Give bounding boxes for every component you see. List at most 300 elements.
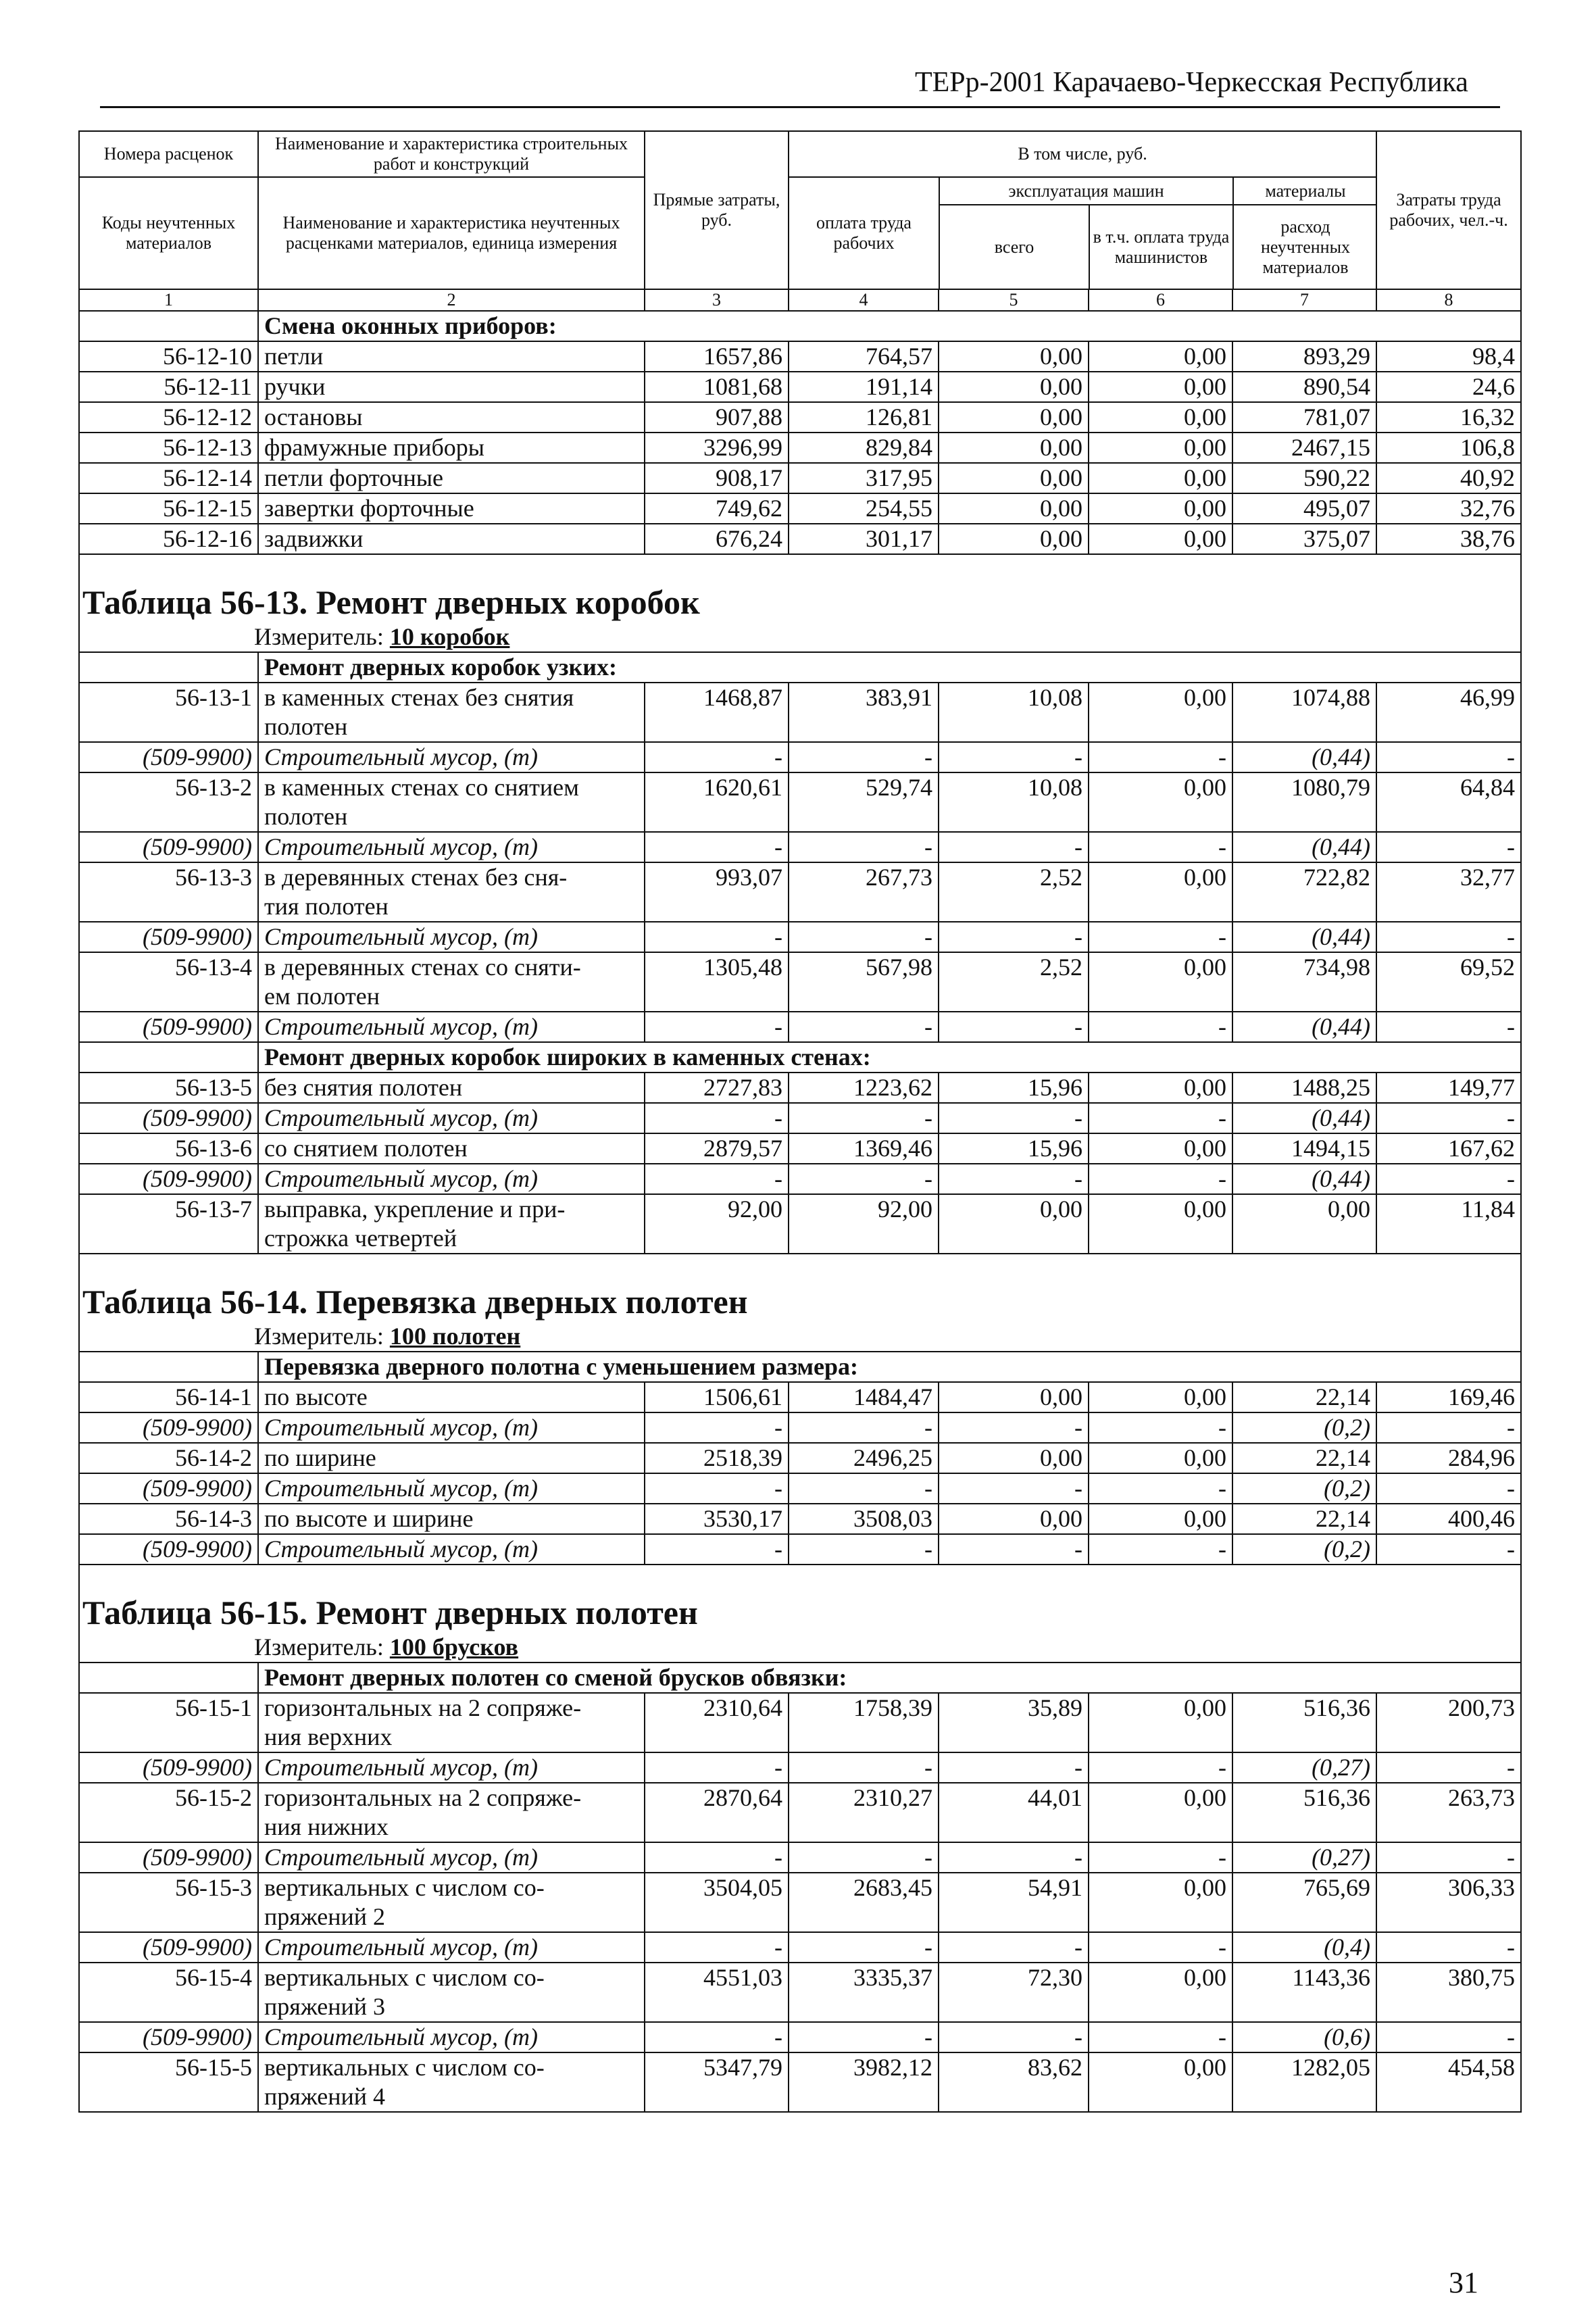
table-title-row: [79, 1254, 1521, 1322]
material-code: (509-9900): [79, 1103, 258, 1133]
material-qty: (0,27): [1232, 1752, 1376, 1783]
table-row: [79, 1504, 1521, 1534]
dash-cell: -: [1089, 1842, 1232, 1873]
dash-cell: -: [1089, 1752, 1232, 1783]
dash-cell: -: [789, 922, 939, 952]
value-cell: 4551,03: [645, 1963, 789, 2022]
section-heading: Смена оконных приборов:: [258, 311, 1521, 341]
value-cell: 1488,25: [1232, 1073, 1376, 1103]
value-cell: 83,62: [939, 2052, 1089, 2112]
empty-cell: [79, 1352, 258, 1382]
table-title: Таблица 56-15. Ремонт дверных полотен: [79, 1565, 1521, 1633]
work-name-line1: вертикальных с числом со-: [264, 1874, 545, 1901]
column-number: 4: [789, 289, 939, 311]
col-head-wages: оплата труда рабочих: [789, 178, 939, 289]
dash-cell: -: [1376, 1842, 1521, 1873]
dash-cell: -: [789, 1534, 939, 1565]
dash-cell: -: [939, 742, 1089, 772]
rate-code: 56-15-4: [79, 1963, 258, 2022]
dash-cell: -: [1089, 1103, 1232, 1133]
header-rule: [100, 106, 1500, 108]
dash-cell: -: [939, 1164, 1089, 1194]
value-cell: 0,00: [1089, 1504, 1232, 1534]
dash-cell: -: [1089, 1412, 1232, 1443]
empty-cell: [79, 1042, 258, 1073]
rate-code: 56-15-1: [79, 1693, 258, 1752]
work-name-line1: горизонтальных на 2 сопряже-: [264, 1694, 582, 1721]
value-cell: 0,00: [1089, 524, 1232, 554]
dash-cell: -: [939, 1752, 1089, 1783]
value-cell: 22,14: [1232, 1443, 1376, 1473]
value-cell: 380,75: [1376, 1963, 1521, 2022]
dash-cell: -: [789, 1103, 939, 1133]
table-row: [79, 1382, 1521, 1412]
value-cell: 1758,39: [789, 1693, 939, 1752]
column-number: 6: [1089, 289, 1232, 311]
material-name: Строительный мусор, (т): [258, 1412, 645, 1443]
dash-cell: -: [939, 1932, 1089, 1963]
material-code: (509-9900): [79, 832, 258, 862]
dash-cell: -: [1376, 1932, 1521, 1963]
value-cell: 2683,45: [789, 1873, 939, 1932]
table-row: [79, 402, 1521, 433]
material-row: [79, 1752, 1521, 1783]
value-cell: 993,07: [645, 862, 789, 922]
dash-cell: -: [1089, 1012, 1232, 1042]
work-name: [258, 1963, 645, 2022]
value-cell: 907,88: [645, 402, 789, 433]
value-cell: 3504,05: [645, 1873, 789, 1932]
value-cell: 0,00: [939, 433, 1089, 463]
value-cell: 44,01: [939, 1783, 1089, 1842]
work-name-line2: пряжений 2: [264, 1903, 385, 1930]
section-heading: Перевязка дверного полотна с уменьшением размера:: [258, 1352, 1521, 1382]
value-cell: 22,14: [1232, 1504, 1376, 1534]
value-cell: 3296,99: [645, 433, 789, 463]
dash-cell: -: [645, 1534, 789, 1565]
value-cell: 0,00: [939, 524, 1089, 554]
rate-code: 56-13-6: [79, 1133, 258, 1164]
page-number: 31: [1449, 2266, 1478, 2299]
value-cell: 1369,46: [789, 1133, 939, 1164]
value-cell: 0,00: [1089, 463, 1232, 493]
value-cell: 0,00: [1089, 372, 1232, 402]
material-name: Строительный мусор, (т): [258, 922, 645, 952]
table-row: [79, 2052, 1521, 2112]
material-name: Строительный мусор, (т): [258, 1012, 645, 1042]
material-name: Строительный мусор, (т): [258, 1103, 645, 1133]
value-cell: 529,74: [789, 772, 939, 832]
col-head-codes-top: Номера расценок: [79, 131, 258, 177]
work-name: [258, 862, 645, 922]
table-row: [79, 1693, 1521, 1752]
dash-cell: -: [1376, 1012, 1521, 1042]
material-row: [79, 832, 1521, 862]
material-qty: (0,44): [1232, 742, 1376, 772]
table-row: [79, 433, 1521, 463]
material-name: Строительный мусор, (т): [258, 1534, 645, 1565]
dash-cell: -: [789, 832, 939, 862]
value-cell: 400,46: [1376, 1504, 1521, 1534]
value-cell: 306,33: [1376, 1873, 1521, 1932]
value-cell: 24,6: [1376, 372, 1521, 402]
col-head-name-top: Наименование и характеристика строительных работ и конструкций: [258, 131, 645, 177]
measure-value: 100 брусков: [389, 1633, 519, 1660]
material-code: (509-9900): [79, 1412, 258, 1443]
col-head-machines: эксплуатация машин: [939, 178, 1233, 205]
material-name: Строительный мусор, (т): [258, 2022, 645, 2052]
table-row: [79, 493, 1521, 524]
value-cell: 0,00: [1089, 493, 1232, 524]
dash-cell: -: [789, 1752, 939, 1783]
dash-cell: -: [645, 1103, 789, 1133]
rate-code: 56-13-4: [79, 952, 258, 1012]
table-row: [79, 1443, 1521, 1473]
value-cell: 46,99: [1376, 683, 1521, 742]
dash-cell: -: [939, 1412, 1089, 1443]
value-cell: 2879,57: [645, 1133, 789, 1164]
value-cell: 2,52: [939, 862, 1089, 922]
work-name-line2: полотен: [264, 713, 348, 740]
work-name-line1: вертикальных с числом со-: [264, 2054, 545, 2081]
measure-row: [79, 622, 1521, 652]
rates-table: [78, 130, 1522, 2113]
column-numbers-row: [79, 289, 1521, 311]
value-cell: 54,91: [939, 1873, 1089, 1932]
value-cell: 22,14: [1232, 1382, 1376, 1412]
value-cell: 495,07: [1232, 493, 1376, 524]
value-cell: 92,00: [645, 1194, 789, 1254]
value-cell: 149,77: [1376, 1073, 1521, 1103]
value-cell: 0,00: [1089, 952, 1232, 1012]
rate-code: 56-12-11: [79, 372, 258, 402]
dash-cell: -: [939, 832, 1089, 862]
table-row: [79, 683, 1521, 742]
section-row: [79, 1352, 1521, 1382]
work-name: по высоте: [258, 1382, 645, 1412]
value-cell: 0,00: [1089, 341, 1232, 372]
rate-code: 56-12-16: [79, 524, 258, 554]
dash-cell: -: [1089, 1164, 1232, 1194]
table-row: [79, 1873, 1521, 1932]
measure-label: Измеритель:: [254, 1323, 384, 1350]
value-cell: 200,73: [1376, 1693, 1521, 1752]
value-cell: 16,32: [1376, 402, 1521, 433]
work-name: по высоте и ширине: [258, 1504, 645, 1534]
value-cell: 169,46: [1376, 1382, 1521, 1412]
col-head-machines-total: всего: [939, 205, 1089, 289]
value-cell: 590,22: [1232, 463, 1376, 493]
value-cell: 0,00: [1089, 1194, 1232, 1254]
value-cell: 1074,88: [1232, 683, 1376, 742]
value-cell: 167,62: [1376, 1133, 1521, 1164]
material-qty: (0,2): [1232, 1534, 1376, 1565]
value-cell: 1484,47: [789, 1382, 939, 1412]
material-name: Строительный мусор, (т): [258, 742, 645, 772]
value-cell: 781,07: [1232, 402, 1376, 433]
work-name: без снятия полотен: [258, 1073, 645, 1103]
value-cell: 0,00: [1089, 862, 1232, 922]
measure-row: [79, 1322, 1521, 1352]
value-cell: 2310,27: [789, 1783, 939, 1842]
value-cell: 1620,61: [645, 772, 789, 832]
material-name: Строительный мусор, (т): [258, 832, 645, 862]
dash-cell: -: [939, 2022, 1089, 2052]
value-cell: 1657,86: [645, 341, 789, 372]
measure-unit: [79, 622, 1521, 652]
value-cell: 567,98: [789, 952, 939, 1012]
dash-cell: -: [1376, 922, 1521, 952]
empty-cell: [79, 652, 258, 683]
value-cell: 254,55: [789, 493, 939, 524]
measure-label: Измеритель:: [254, 1633, 384, 1660]
value-cell: 1081,68: [645, 372, 789, 402]
value-cell: 516,36: [1232, 1783, 1376, 1842]
table-row: [79, 524, 1521, 554]
material-code: (509-9900): [79, 1932, 258, 1963]
dash-cell: -: [1376, 1534, 1521, 1565]
value-cell: 0,00: [939, 402, 1089, 433]
dash-cell: -: [1089, 1932, 1232, 1963]
dash-cell: -: [1376, 1103, 1521, 1133]
value-cell: 516,36: [1232, 1693, 1376, 1752]
material-name: Строительный мусор, (т): [258, 1842, 645, 1873]
material-qty: (0,4): [1232, 1932, 1376, 1963]
work-name-line2: ем полотен: [264, 983, 380, 1010]
value-cell: 2870,64: [645, 1783, 789, 1842]
dash-cell: -: [645, 1164, 789, 1194]
value-cell: 263,73: [1376, 1783, 1521, 1842]
column-number: 1: [79, 289, 258, 311]
value-cell: 284,96: [1376, 1443, 1521, 1473]
work-name-line1: в каменных стенах со снятием: [264, 774, 579, 801]
value-cell: 1282,05: [1232, 2052, 1376, 2112]
measure-value: 10 коробок: [389, 623, 510, 650]
dash-cell: -: [939, 1842, 1089, 1873]
dash-cell: -: [1376, 1164, 1521, 1194]
value-cell: 10,08: [939, 683, 1089, 742]
column-number: 5: [939, 289, 1089, 311]
col-head-direct-costs: Прямые затраты, руб.: [645, 131, 789, 289]
value-cell: 15,96: [939, 1133, 1089, 1164]
dash-cell: -: [1376, 1412, 1521, 1443]
work-name: [258, 1693, 645, 1752]
rate-code: 56-12-13: [79, 433, 258, 463]
dash-cell: -: [645, 1932, 789, 1963]
value-cell: 0,00: [1089, 1073, 1232, 1103]
material-qty: (0,2): [1232, 1473, 1376, 1504]
work-name: [258, 683, 645, 742]
work-name: петли форточные: [258, 463, 645, 493]
work-name: [258, 2052, 645, 2112]
value-cell: 908,17: [645, 463, 789, 493]
value-cell: 1223,62: [789, 1073, 939, 1103]
work-name-line1: выправка, укрепление и при-: [264, 1196, 566, 1223]
table-row: [79, 772, 1521, 832]
work-name: [258, 1783, 645, 1842]
work-name-line2: тия полотен: [264, 893, 389, 920]
value-cell: 764,57: [789, 341, 939, 372]
value-cell: 0,00: [1089, 772, 1232, 832]
material-row: [79, 1932, 1521, 1963]
value-cell: 72,30: [939, 1963, 1089, 2022]
value-cell: 10,08: [939, 772, 1089, 832]
work-name: по ширине: [258, 1443, 645, 1473]
material-qty: (0,44): [1232, 1103, 1376, 1133]
rate-code: 56-14-3: [79, 1504, 258, 1534]
value-cell: 106,8: [1376, 433, 1521, 463]
work-name: ручки: [258, 372, 645, 402]
empty-cell: [79, 1663, 258, 1693]
material-row: [79, 742, 1521, 772]
value-cell: 0,00: [939, 1194, 1089, 1254]
rate-code: 56-14-2: [79, 1443, 258, 1473]
material-qty: (0,44): [1232, 1164, 1376, 1194]
empty-cell: [79, 311, 258, 341]
material-code: (509-9900): [79, 1473, 258, 1504]
value-cell: 0,00: [1089, 433, 1232, 463]
dash-cell: -: [1089, 922, 1232, 952]
value-cell: 893,29: [1232, 341, 1376, 372]
value-cell: 2467,15: [1232, 433, 1376, 463]
work-name: со снятием полотен: [258, 1133, 645, 1164]
subheader: [789, 178, 1376, 289]
work-name-line1: горизонтальных на 2 сопряже-: [264, 1784, 582, 1811]
value-cell: 722,82: [1232, 862, 1376, 922]
value-cell: 32,77: [1376, 862, 1521, 922]
work-name-line2: пряжений 4: [264, 2083, 385, 2110]
value-cell: 0,00: [939, 1382, 1089, 1412]
measure-unit: [79, 1633, 1521, 1663]
material-row: [79, 1103, 1521, 1133]
value-cell: 3530,17: [645, 1504, 789, 1534]
value-cell: 829,84: [789, 433, 939, 463]
value-cell: 454,58: [1376, 2052, 1521, 2112]
value-cell: 11,84: [1376, 1194, 1521, 1254]
work-name-line2: пряжений 3: [264, 1993, 385, 2020]
section-row: [79, 652, 1521, 683]
value-cell: 35,89: [939, 1693, 1089, 1752]
value-cell: 32,76: [1376, 493, 1521, 524]
rate-code: 56-13-7: [79, 1194, 258, 1254]
value-cell: 2,52: [939, 952, 1089, 1012]
material-code: (509-9900): [79, 1534, 258, 1565]
value-cell: 0,00: [939, 463, 1089, 493]
material-qty: (0,2): [1232, 1412, 1376, 1443]
value-cell: 765,69: [1232, 1873, 1376, 1932]
value-cell: 0,00: [939, 1443, 1089, 1473]
material-name: Строительный мусор, (т): [258, 1932, 645, 1963]
value-cell: 126,81: [789, 402, 939, 433]
section-heading: Ремонт дверных полотен со сменой брусков обвязки:: [258, 1663, 1521, 1693]
material-code: (509-9900): [79, 1752, 258, 1783]
material-row: [79, 922, 1521, 952]
col-head-labor: Затраты труда рабочих, чел.-ч.: [1376, 131, 1521, 289]
work-name: [258, 952, 645, 1012]
value-cell: 69,52: [1376, 952, 1521, 1012]
value-cell: 0,00: [1089, 683, 1232, 742]
rate-code: 56-15-2: [79, 1783, 258, 1842]
dash-cell: -: [939, 1534, 1089, 1565]
dash-cell: -: [939, 1103, 1089, 1133]
dash-cell: -: [789, 2022, 939, 2052]
dash-cell: -: [645, 742, 789, 772]
material-code: (509-9900): [79, 922, 258, 952]
dash-cell: -: [1089, 2022, 1232, 2052]
material-code: (509-9900): [79, 742, 258, 772]
value-cell: 1143,36: [1232, 1963, 1376, 2022]
dash-cell: -: [1089, 742, 1232, 772]
value-cell: 734,98: [1232, 952, 1376, 1012]
section-row: [79, 311, 1521, 341]
work-name: остановы: [258, 402, 645, 433]
table-row: [79, 372, 1521, 402]
value-cell: 92,00: [789, 1194, 939, 1254]
work-name-line2: ния верхних: [264, 1723, 393, 1750]
col-head-included: В том числе, руб.: [789, 131, 1376, 177]
material-qty: (0,44): [1232, 832, 1376, 862]
table-title-row: [79, 1565, 1521, 1633]
value-cell: 1305,48: [645, 952, 789, 1012]
dash-cell: -: [789, 1842, 939, 1873]
dash-cell: -: [645, 1752, 789, 1783]
value-cell: 301,17: [789, 524, 939, 554]
value-cell: 191,14: [789, 372, 939, 402]
column-number: 7: [1232, 289, 1376, 311]
dash-cell: -: [1376, 832, 1521, 862]
rate-code: 56-13-2: [79, 772, 258, 832]
value-cell: 98,4: [1376, 341, 1521, 372]
table-row: [79, 1073, 1521, 1103]
value-cell: 3335,37: [789, 1963, 939, 2022]
dash-cell: -: [939, 1473, 1089, 1504]
work-name-line1: в каменных стенах без снятия: [264, 684, 574, 711]
dash-cell: -: [1376, 1473, 1521, 1504]
value-cell: 317,95: [789, 463, 939, 493]
material-row: [79, 1164, 1521, 1194]
dash-cell: -: [789, 1932, 939, 1963]
section-heading: Ремонт дверных коробок широких в каменных стенах:: [258, 1042, 1521, 1073]
dash-cell: -: [1089, 832, 1232, 862]
dash-cell: -: [645, 1012, 789, 1042]
dash-cell: -: [645, 832, 789, 862]
col-head-machinist-wages: в т.ч. оплата труда машинистов: [1089, 205, 1233, 289]
material-name: Строительный мусор, (т): [258, 1752, 645, 1783]
col-head-material-usage: расход неучтенных материалов: [1233, 205, 1376, 289]
value-cell: 890,54: [1232, 372, 1376, 402]
work-name-line1: вертикальных с числом со-: [264, 1964, 545, 1991]
value-cell: 0,00: [1089, 1443, 1232, 1473]
value-cell: 0,00: [1089, 402, 1232, 433]
column-number: 8: [1376, 289, 1521, 311]
value-cell: 15,96: [939, 1073, 1089, 1103]
table-row: [79, 862, 1521, 922]
dash-cell: -: [645, 1473, 789, 1504]
value-cell: 0,00: [1089, 2052, 1232, 2112]
rate-code: 56-15-3: [79, 1873, 258, 1932]
dash-cell: -: [789, 1164, 939, 1194]
material-code: (509-9900): [79, 1164, 258, 1194]
value-cell: 0,00: [939, 372, 1089, 402]
work-name-line1: в деревянных стенах без сня-: [264, 864, 568, 891]
rate-code: 56-12-12: [79, 402, 258, 433]
value-cell: 1468,87: [645, 683, 789, 742]
dash-cell: -: [939, 922, 1089, 952]
col-head-codes-bottom: Коды неучтенных материалов: [79, 177, 258, 289]
value-cell: 1506,61: [645, 1382, 789, 1412]
dash-cell: -: [645, 2022, 789, 2052]
work-name: завертки форточные: [258, 493, 645, 524]
